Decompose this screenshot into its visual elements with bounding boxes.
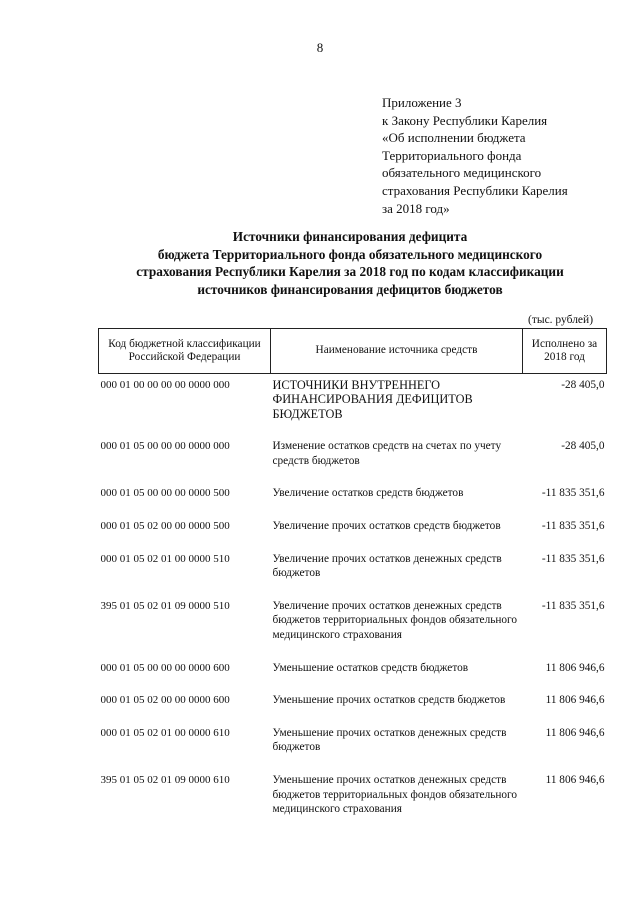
row-amount: -11 835 351,6: [541, 552, 605, 565]
sources-table: [98, 328, 607, 817]
table-header-row: [99, 329, 607, 374]
row-amount: -28 405,0: [561, 379, 605, 391]
row-amount: -11 835 351,6: [541, 599, 605, 612]
row-code: 000 01 05 02 00 00 0000 600: [100, 694, 230, 707]
row-code: 000 01 05 02 01 00 0000 610: [100, 726, 230, 739]
table-row: [99, 708, 607, 755]
row-name: Увеличение прочих остатков денежных средств бюджетов: [272, 552, 502, 580]
row-name: Уменьшение прочих остатков денежных средств бюджетов: [272, 726, 507, 754]
row-name: Увеличение прочих остатков денежных средств бюджетов территориальных фондов обязательного медицинского страхования: [272, 599, 518, 641]
table-row: [99, 468, 607, 501]
appendix-line: за 2018 год»: [382, 200, 450, 216]
row-amount: -11 835 351,6: [541, 520, 605, 532]
row-amount: 11 806 946,6: [545, 773, 605, 786]
title-line: страхования Республики Карелия за 2018 год по кодам классификации: [136, 264, 564, 280]
header-amount: Исполнено за 2018 год: [523, 329, 607, 374]
row-name: Уменьшение остатков средств бюджетов: [272, 661, 469, 674]
row-code: 395 01 05 02 01 09 0000 610: [100, 773, 230, 786]
row-amount: 11 806 946,6: [545, 726, 605, 739]
document-title: [0, 228, 640, 298]
title-line: бюджета Территориального фонда обязательного медицинского: [157, 246, 543, 262]
row-code: 000 01 05 02 01 00 0000 510: [100, 552, 230, 565]
row-amount: 11 806 946,6: [545, 694, 605, 707]
table-row: [99, 374, 607, 422]
row-code: 395 01 05 02 01 09 0000 510: [100, 599, 230, 612]
row-amount: -11 835 351,6: [541, 487, 605, 500]
table-row: [99, 501, 607, 534]
title-line: Источники финансирования дефицита: [232, 229, 468, 244]
appendix-line: обязательного медицинского: [382, 165, 542, 181]
row-name: ИСТОЧНИКИ ВНУТРЕННЕГО ФИНАНСИРОВАНИЯ ДЕФИЦИТОВ БЮДЖЕТОВ: [272, 378, 473, 421]
page-number: 8: [316, 40, 324, 55]
row-code: 000 01 00 00 00 00 0000 000: [100, 379, 230, 391]
row-name: Увеличение остатков средств бюджетов: [272, 487, 464, 500]
title-line: источников финансирования дефицитов бюджетов: [197, 281, 503, 297]
appendix-note: [382, 94, 622, 217]
appendix-line: страхования Республики Карелия: [382, 182, 568, 198]
row-name: Увеличение прочих остатков средств бюджетов: [272, 520, 501, 532]
appendix-line: к Закону Республики Карелия: [382, 112, 548, 128]
row-code: 000 01 05 00 00 00 0000 500: [100, 487, 230, 500]
row-name: Изменение остатков средств на счетах по учету средств бюджетов: [272, 440, 502, 467]
appendix-line: «Об исполнении бюджета: [382, 130, 526, 146]
row-name: Уменьшение прочих остатков средств бюджетов: [272, 694, 506, 707]
appendix-line: Приложение 3: [382, 95, 462, 110]
row-amount: 11 806 946,6: [545, 661, 605, 674]
table-row: [99, 534, 607, 581]
header-code: Код бюджетной классификации Российской Федерации: [99, 329, 271, 374]
header-name: Наименование источника средств: [271, 329, 523, 374]
row-code: 000 01 05 00 00 00 0000 600: [100, 661, 230, 674]
row-amount: -28 405,0: [561, 440, 605, 453]
row-name: Уменьшение прочих остатков денежных средств бюджетов территориальных фондов обязательного медицинского страхования: [272, 773, 518, 816]
units-label: (тыс. рублей): [528, 314, 594, 326]
appendix-line: Территориального фонда: [382, 147, 522, 163]
table-row: [99, 755, 607, 817]
table-row: [99, 643, 607, 676]
table-row: [99, 581, 607, 643]
table-row: [99, 421, 607, 468]
row-code: 000 01 05 02 00 00 0000 500: [100, 520, 230, 532]
row-code: 000 01 05 00 00 00 0000 000: [100, 440, 230, 453]
table-row: [99, 675, 607, 708]
